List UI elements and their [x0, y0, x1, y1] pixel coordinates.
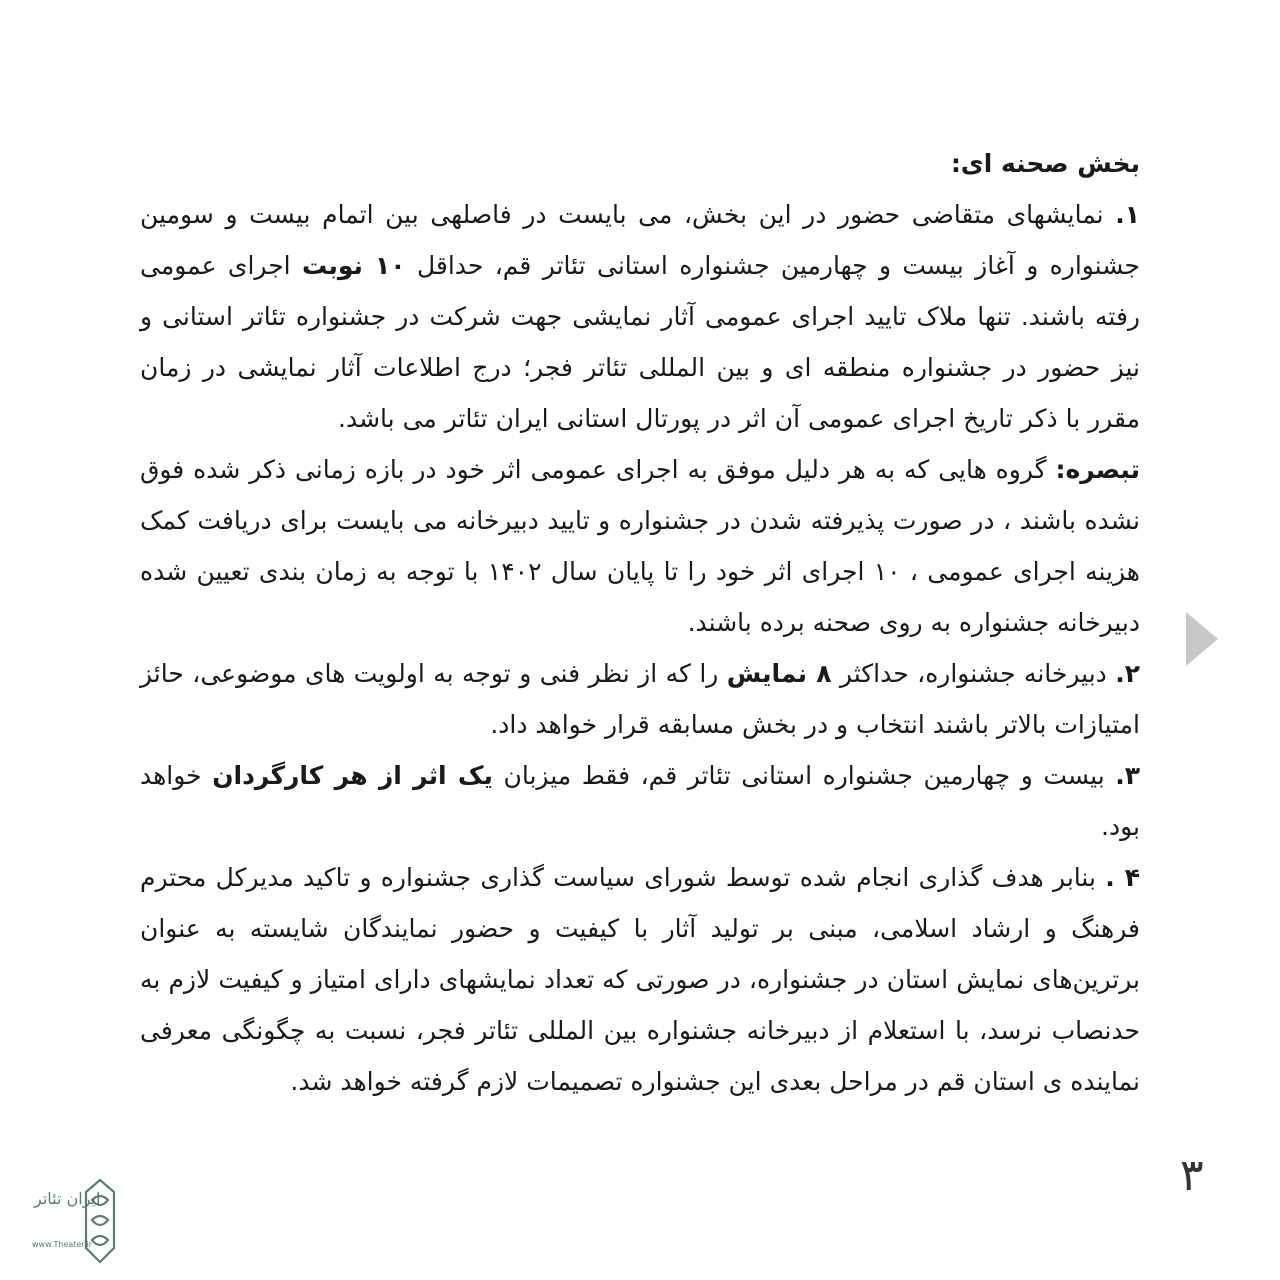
item-text: را که از نظر فنی و توجه به اولویت های موضوعی، حائز امتیازات بالاتر باشند انتخاب و در بخش مسابقه قرار خواهد داد.: [140, 659, 1140, 739]
note-label: تبصره:: [1055, 455, 1140, 484]
item-number: ۲.: [1115, 659, 1141, 688]
logo-name: ایران تئاتر: [34, 1189, 101, 1208]
item-number: ۱.: [1115, 200, 1140, 229]
rule-item-2: [140, 648, 1140, 750]
page-number: ۳: [1180, 1150, 1204, 1201]
item-text: بیست و چهارمین جشنواره استانی تئاتر قم، فقط میزبان: [492, 761, 1116, 790]
item-number: ۳.: [1115, 761, 1140, 790]
item-text: دبیرخانه جشنواره، حداکثر: [831, 659, 1116, 688]
rule-item-4: [140, 852, 1140, 1107]
item-number: ۴ .: [1105, 863, 1140, 892]
item-text: نمایشهای متقاضی حضور در این بخش، می بایست در فاصلهی بین اتمام بیست و سومین جشنواره و آغاز بیست و چهارمین جشنواره استانی تئاتر قم، حداقل: [140, 200, 1140, 280]
next-page-arrow-icon[interactable]: [1186, 612, 1218, 666]
note-text: گروه هایی که به هر دلیل موفق به اجرای عمومی اثر خود در بازه زمانی ذکر شده فوق نشده باشند ، در صورت پذیرفته شدن در جشنواره و تایید دبیرخانه می بایست برای دریافت کمک هزینه اجرای عمومی ، ۱۰ اجرای اثر خود را تا پایان سال ۱۴۰۲ با توجه به زمان بندی تعیین شده دبیرخانه جشنواره به روی صحنه برده باشند.: [140, 455, 1140, 637]
logo-url[interactable]: www.Theater.ir: [32, 1240, 92, 1249]
document-body: [140, 138, 1140, 1107]
item-text: اجرای عمومی رفته باشند. تنها ملاک تایید اجرای عمومی آثار نمایشی جهت شرکت در جشنواره تئاتر استانی و نیز حضور در جشنواره منطقه ای و بین المللی تئاتر فجر؛ درج اطلاعات آثار نمایشی در زمان مقرر با ذکر تاریخ اجرای عمومی آن اثر در پورتال استانی ایران تئاتر می باشد.: [140, 251, 1140, 433]
rule-item-3: [140, 750, 1140, 852]
item-emphasis: ۸ نمایش: [726, 659, 832, 688]
item-emphasis: یک اثر از هر کارگردان: [212, 761, 493, 790]
item-text: خواهد بود.: [140, 761, 1140, 841]
item-emphasis: ۱۰ نوبت: [301, 251, 406, 280]
section-heading: بخش صحنه ای:: [950, 149, 1140, 178]
item-text: بنابر هدف گذاری انجام شده توسط شورای سیاست گذاری جشنواره و تاکید مدیرکل محترم فرهنگ و ارشاد اسلامی، مبنی بر تولید آثار با کیفیت و حضور نمایندگان شایسته به عنوان برترین‌های نمایش استان در جشنواره، در صورتی که تعداد نمایشهای دارای امتیاز و کیفیت لازم به حدنصاب نرسد، با استعلام از دبیرخانه جشنواره بین المللی تئاتر فجر، نسبت به چگونگی معرفی نماینده ی استان قم در مراحل بعدی این جشنواره تصمیمات لازم گرفته خواهد شد.: [140, 863, 1140, 1096]
rule-item-1: [140, 189, 1140, 444]
rule-note: [140, 444, 1140, 648]
iran-theater-logo-icon: [30, 1170, 130, 1270]
